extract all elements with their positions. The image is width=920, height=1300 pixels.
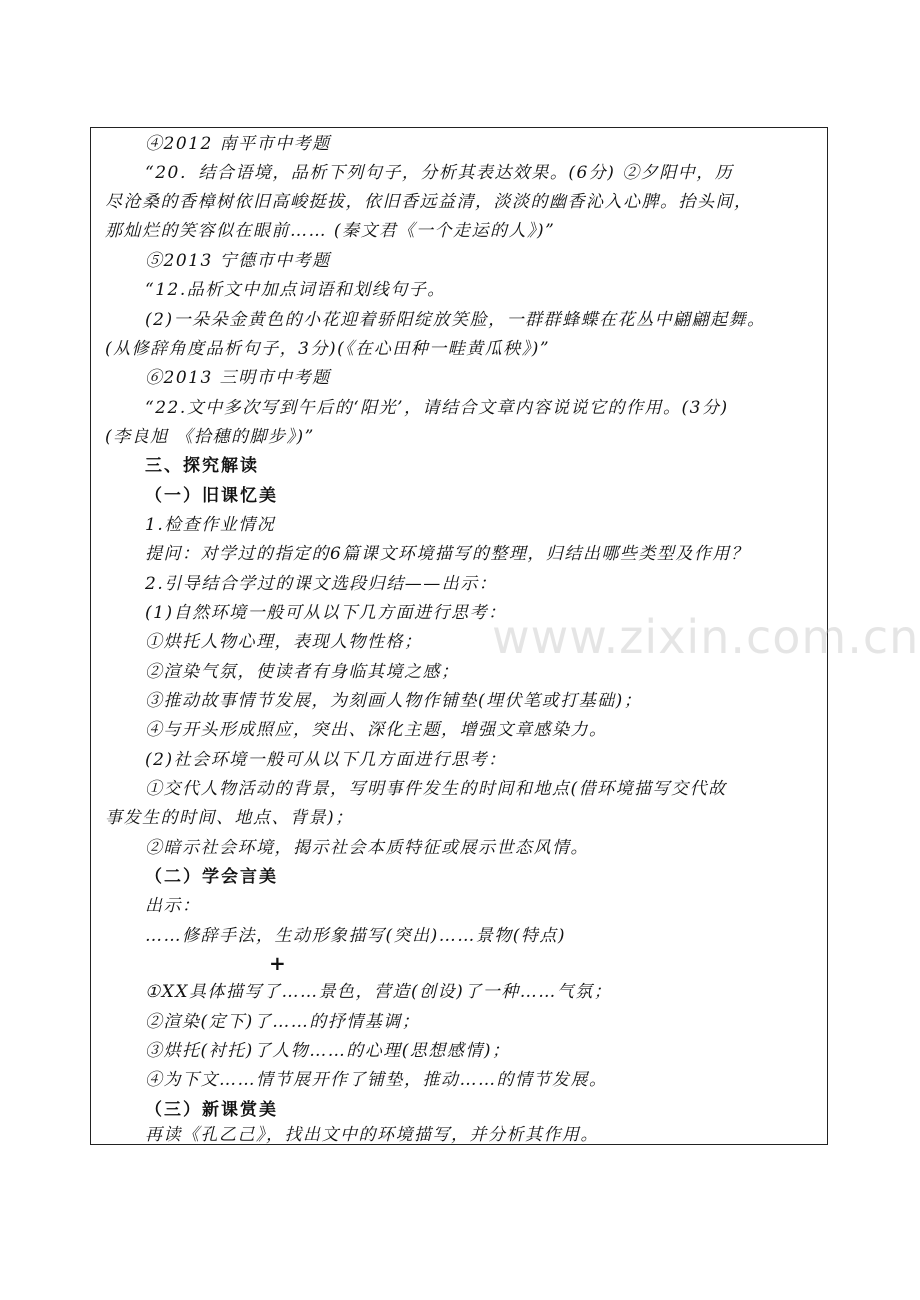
list-item: ④与开头形成照应，突出、深化主题，增强文章感染力。 <box>145 720 608 740</box>
body-line: 再读《孔乙己》，找出文中的环境描写，并分析其作用。 <box>145 1125 599 1145</box>
quote-line: 尽沧桑的香樟树依旧高峻挺拔，依旧香远益清，淡淡的幽香沁入心脾。抬头间， <box>105 192 753 212</box>
quote-line: “12.品析文中加点词语和划线句子。 <box>145 280 446 300</box>
quote-line: 那灿烂的笑容似在眼前…… (秦文君《一个走运的人》)” <box>105 221 556 241</box>
body-line: (2)社会环境一般可从以下几方面进行思考： <box>145 750 507 770</box>
list-item: ①交代人物活动的背景，写明事件发生的时间和地点(借环境描写交代故 <box>145 779 727 799</box>
list-item: ①烘托人物心理，表现人物性格； <box>145 632 423 652</box>
watermark: www.zixin.com.cn <box>492 610 920 664</box>
quote-line: (李良旭 《拾穗的脚步》)” <box>105 427 315 447</box>
formula-line: ……修辞手法，生动形象描写(突出)……景物(特点) <box>145 926 567 946</box>
list-item: ④为下文……情节展开作了铺垫，推动……的情节发展。 <box>145 1070 608 1090</box>
subsection-heading: （二）学会言美 <box>145 867 278 887</box>
exam-item-5: ⑤2013 宁德市中考题 <box>145 251 331 271</box>
quote-line: (从修辞角度品析句子，3分)(《在心田种一畦黄瓜秧》)” <box>105 339 551 359</box>
subsection-heading: （一）旧课忆美 <box>145 486 278 506</box>
plus-sign: + <box>269 951 288 975</box>
list-item: ②渲染(定下)了……的抒情基调； <box>145 1012 421 1032</box>
list-item: ①XX具体描写了……景色，营造(创设)了一种……气氛； <box>145 982 613 1002</box>
list-item: ②渲染气氛，使读者有身临其境之感； <box>145 662 460 682</box>
exam-item-4: ④2012 南平市中考题 <box>145 134 331 154</box>
quote-line: “22.文中多次写到午后的‘阳光’，请结合文章内容说说它的作用。(3分) <box>145 398 729 418</box>
list-item: ③推动故事情节发展，为刻画人物作铺垫(埋伏笔或打基础)； <box>145 691 643 711</box>
subsection-heading: （三）新课赏美 <box>145 1100 278 1120</box>
body-line: 出示： <box>145 896 201 916</box>
section-heading: 三、探究解读 <box>145 456 259 476</box>
quote-line: “20．结合语境，品析下列句子，分析其表达效果。(6分) ②夕阳中，历 <box>145 163 734 183</box>
body-line: 提问：对学过的指定的6篇课文环境描写的整理，归结出哪些类型及作用？ <box>145 544 750 564</box>
list-item: ②暗示社会环境，揭示社会本质特征或展示世态风情。 <box>145 838 589 858</box>
body-line: 2.引导结合学过的课文选段归结——出示： <box>145 574 498 594</box>
exam-item-6: ⑥2013 三明市中考题 <box>145 368 331 388</box>
body-line: 1.检查作业情况 <box>145 515 276 535</box>
list-item: ③烘托(衬托)了人物……的心理(思想感情)； <box>145 1041 511 1061</box>
body-line: (1)自然环境一般可从以下几方面进行思考： <box>145 603 507 623</box>
quote-line: (2)一朵朵金黄色的小花迎着骄阳绽放笑脸，一群群蜂蝶在花丛中翩翩起舞。 <box>145 310 766 330</box>
list-item: 事发生的时间、地点、背景)； <box>105 808 354 828</box>
